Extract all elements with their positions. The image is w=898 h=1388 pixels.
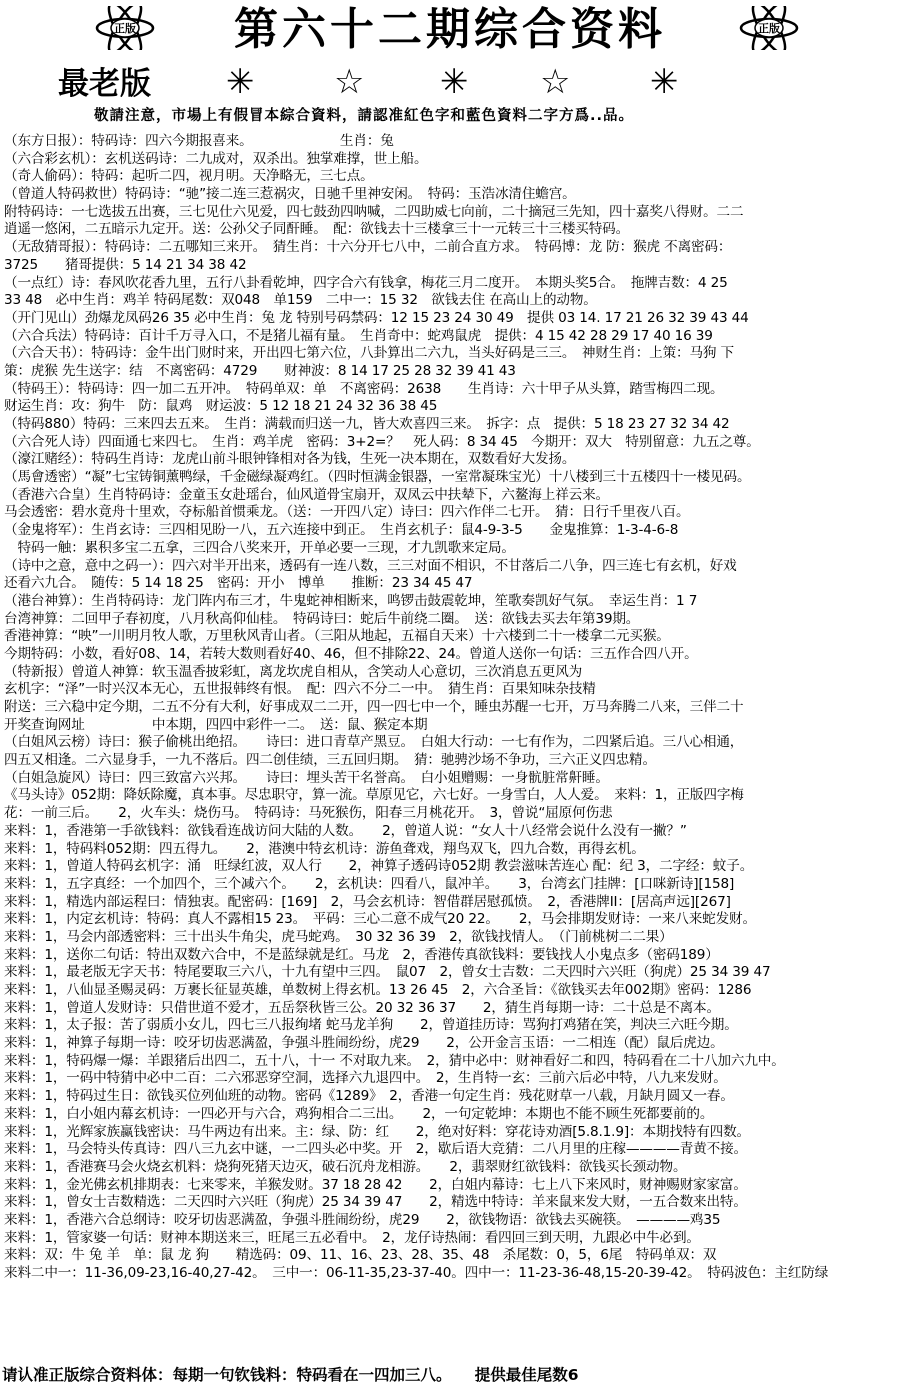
text-line: 来料：1，马会特头传真诗：四八三九玄中谜，一二四头必中奖。开 2，歇后语大竞猜：二八月里的庄稼————青黄不接。 [4,1141,747,1158]
page-title: 第六十二期综合资料 [234,4,666,55]
text-line: 玄机字：“泽”一时兴汉本无心，五世报韩终有恨。 配：四六不分二一中。 猜生肖：百果知味杂技精 [4,681,596,698]
text-line: 来料：1，马会内部透密料：三十出头牛角尖，虎马蛇鸡。 30 32 36 39 2，欲钱找情人。 （门前桃树二二果） [4,928,673,945]
text-line: （开门见山）劲爆龙凤码26 35 必中生肖：兔 龙 特别号码禁码：12 15 23 24 30 49 提供 03 14. 17 21 26 32 39 43 44 [4,309,749,326]
text-line: （白姐风云榜）诗曰：猴子偷桃出绝招。 诗曰：进口青草产黑豆。 白姐大行动：一七有作为，二四紧后追。三八心相通， [4,734,744,751]
text-line: （六合彩玄机）：玄机送码诗：二九成对，双杀出。独掌难撑，世上船。 [4,150,428,167]
asterisk-icon: ✳ [650,62,679,102]
text-line: （奇人偷码）：特码：起听二四，视月明。天净略无，三七点。 [4,168,374,185]
text-line: 财运生肖：攻：狗牛 防：鼠鸡 财运波：5 12 18 21 24 32 36 38 45 [4,398,438,415]
text-line: （诗中之意，意中之码一）：四六对半开出来，透码有一连八数，三三对面不相识，不甘落后二八争，四三连七有玄机，好戏 [4,557,737,574]
text-line: （白姐急旋风）诗曰：四三致富六兴邦。 诗曰：埋头苦干名誉高。 白小姐赠赐：一身骯脏常鼾睡。 [4,769,609,786]
text-line: 来料：1，光辉家族赢钱密诀：马牛两边有出来。主：绿、防：红 2，绝对好料：穿花诗劝酒[5.8.1.9]：本期找特有四数。 [4,1123,750,1140]
text-line: 开奖查询网址 中本期，四四中彩件一二。 送：鼠、猴定本期 [4,716,428,733]
text-line: 33 48 必中生肖：鸡羊 特码尾数：双048 单159 二中一：15 32 欲钱去住 在高山上的动物。 [4,292,597,309]
text-line: 来料：1，曾女士吉数精选：二天四时六兴旺（狗虎）25 34 39 47 2，精选中特诗：羊来鼠来发大财，一五合数来出特。 [4,1194,747,1211]
text-line: （特码880）特码：三来四去五来。 生肖：满载而归送一九，皆大欢喜四三来。 拆字：点 提供：5 18 23 27 32 34 42 [4,416,730,432]
text-line: 来料：1，特码料052期：四五得九。 2，港澳中特玄机诗：游鱼聋戏，翔鸟双飞，四九合数，再得玄机。 [4,840,645,857]
text-line: （东方日报）：特码诗：四六今期报喜来。 生肖：兔 [4,133,394,149]
text-line: 花：一前三后。 2，火车头：烧伤马。 特码诗：马死猴伤，阳春三月桃花开。 3，曾说“屈原何伤悲 [4,805,613,822]
text-line: 来料：1，香港第一手欲钱料：欲钱看连战访问大陆的人数。 2，曾道人说：“女人十八经常会说什么没有一撇？” [4,822,687,839]
footer-banner: 请认准正版综合资料体：每期一句钦钱料：特码看在一四加三八。 提供最佳尾数6 [2,1366,579,1384]
logo-left-text: 正版 [114,22,136,35]
text-line: 来料：1，最老版无字天书：特尾要取三六八，十九有望中三四。 鼠07 2，曾女士吉数：二天四时六兴旺（狗虎）25 34 39 47 [4,964,771,981]
text-line: 来料：1，太子报：苦了弱质小女儿，四七三八报绚堵 蛇马龙羊狗 2，曾道挂历诗：骂狗打鸡猪在笑，判决三六旺今期。 [4,1017,738,1034]
text-line: 来料：1，曾道人特码玄机字：涌 旺绿红波，双人行 2，神算子透码诗052期 教尝滋味苦连心 配：纪 3，二字经：蚊子。 [4,858,754,875]
text-line: 来料：1，特码过生日：欲钱买位列仙班的动物。密码《1289》 2，香港一句定生肖：残花财草一八载，月缺月圆又一春。 [4,1088,734,1105]
text-line: 来料：1，香港六合总纲诗：咬牙切齿恶满盈，争强斗胜闹纷纷，虎29 2，欲钱物语：欲钱去买碗筷。 ————鸡35 [4,1211,721,1228]
text-line: 四五又相逢。二六显身手，一九不落后。四二创佳绩，三五回归期。 猜：驰骋沙场不争功，三六正义四忠精。 [4,752,656,769]
star-outline-icon: ☆ [334,62,365,102]
text-line: 来料：1，送你二句话：特出双数六合中，不是蓝绿就是红。马龙 2，香港传真欲钱料：要钱找人小鬼点多（密码189） [4,946,719,963]
text-line: 来料二中一：11-36,09-23,16-40,27-42。 三中一：06-11-35,23-37-40。四中一：11-23-36-48,15-20-39-42。 特码波色：主红防绿 [4,1265,829,1281]
text-line: 《马头诗》052期：降妖除魔，真本事。尽忠职守，算一流。草原见它，六七好。一身雪白，人人爱。 来料：1，正版四字梅 [4,787,744,804]
text-line: （一点红）诗：春风吹花香九里，五行八卦看乾坤，四字合六有钱拿，梅花三月二度开。 本期头奖5合。 拖牌吉数：4 25 [4,274,728,291]
text-line: 来料：1，金光佛玄机排期表：七来零来，羊猴发财。37 18 28 42 2，白姐内幕诗：七上八下来风时，财神赐财家家富。 [4,1176,747,1193]
text-line: 马会透密：碧水竟舟十里欢，夺标船首惯乘龙。（送：一开四八定）诗曰：四六作伴二七开。 猜：日行千里夜八百。 [4,504,690,521]
text-line: 来料：1，管家婆一句话：财神本期送来三，旺尾三五必看中。 2，龙仔诗热闹：看四回三到天明，九跟必中牛必到。 [4,1229,700,1246]
text-line: 来料：1，香港赛马会火烧玄机料：烧狗死猪天边灭，破石沉舟龙相游。 2，翡翠财红欲钱料：欲钱买长颈动物。 [4,1158,687,1175]
logo-right-text: 正版 [758,22,780,35]
text-line: （金鬼将军）：生肖玄诗：三四相见盼一八，五六连接中到正。 生肖玄机子：鼠4-9-3-5 金鬼推算：1-3-4-6-8 [4,522,679,539]
text-line: 来料：1，八仙显圣赐灵码：万裹长征显英雄，单数树上得玄机。13 26 45 2，六合圣旨：《欲钱买去年002期》密码：1286 [4,982,752,998]
edition-label: 最老版 [58,66,151,102]
text-line: （六合兵法）特码诗：百计千万寻入口，不是猪儿福有量。 生肖奇中：蛇鸡鼠虎 提供：4 15 42 28 29 17 40 16 39 [4,327,713,344]
text-line: （濠江赌经）：特码生肖诗：龙虎山前斗眼钟锋相对各为钱，生死一决本期在，双数看好大发扬。 [4,451,576,468]
text-line: 来料：1，一码中特猜中必中二百：二六邪恶穿空洞，选择六九退四中。 2，生肖特一玄：三前六后必中特，八九来发财。 [4,1070,727,1087]
content-body [4,133,896,1283]
text-line: （特新报）曾道人神算：软玉温香披彩虹，离龙坎虎自相从，含笑动人心意切，三次消息五更风为 [4,663,583,680]
text-line: 3725 猪哥提供：5 14 21 34 38 42 [4,256,247,273]
asterisk-icon: ✳ [226,62,255,102]
text-line: （六合死人诗）四面通七来四七。 生肖：鸡羊虎 密码：3+2=？ 死人码：8 34 45 今期开：双大 特别留意：九五之尊。 [4,433,760,450]
text-line: （特码王）：特码诗：四一加二五开冲。 特码单双：单 不离密码：2638 生肖诗：六十甲子从头算，踏雪梅四二现。 [4,380,724,397]
text-line: 策：虎猴 先生送字：结 不离密码：4729 财神波：8 14 17 25 28 32 39 41 43 [4,362,516,379]
text-line: 来料：1，精选内部运程曰：情独衷。配密码：[169] 2，马会玄机诗：智借群居慰孤愤。 2，香港牌II：[居高声远][267] [4,893,731,910]
text-line: 附特码诗：一七选拔五出赛，三七见仕六见爱，四七鼓劲四呐喊，二四助威七向前，二十摘冠三先知，四十嘉奖八得财。二二 [4,203,744,220]
text-line: （馬會透密）“凝”七宝铸铜薰鸭绿，千金磁绿凝鸡红。（四时恒满金银器，一室常凝珠宝光）十八楼到三十五楼四十一楼见码。 [4,469,751,486]
text-line: 还看六九合。 随传：5 14 18 25 密码：开小 博单 推断：23 34 45 47 [4,575,473,592]
text-line: 来料：1，五字真经：一个加四个，三个减六个。 2，玄机诀：四看八，鼠冲羊。 3，台湾玄门挂牌：[口咪新诗][158] [4,875,735,892]
text-line: 来料：双：牛 兔 羊 单：鼠 龙 狗 精选码：09、11、16、23、28、35、48 杀尾数：0，5，6尾 特码单双：双 [4,1247,717,1264]
text-line: （无敌猜哥报）：特码诗：二五哪知三来开。 猜生肖：十六分开七八中，二前合直方求。 特码博：龙 防：猴虎 不离密码： [4,239,732,256]
text-line: 来料：1，内定玄机诗：特码：真人不露相15 23。 平码：三心二意不成气20 22。 2，马会排期发财诗：一来八来蛇发财。 [4,911,756,928]
atom-logo-icon [94,6,156,50]
text-line: （曾道人特码救世）特码诗：“驰”接二连三惹祸灾，日驰千里神安闲。 特码：玉浩冰清住蟾宫。 [4,186,576,203]
text-line: （香港六合皇）生肖特码诗：金童玉女赴瑶台，仙风道骨宝扇开，双凤云中扶辇下，六鳌海上祥云来。 [4,486,609,503]
text-line: 来料：1，神算子每期一诗：咬牙切齿恶满盈，争强斗胜闹纷纷，虎29 2，公开金言玉语：一二相连（配）鼠后虎边。 [4,1035,724,1052]
text-line: 逍遥一悠闲，二五暗示九定开。送：公孙父子同酐睡。 配：欲钱去十三楼拿三十一元转三十三楼买特码。 [4,221,630,238]
text-line: 附送：三六稳中定今期，二五不分有大利，好事成双二二开，四一四七中一个，睡虫苏醒一七开，万马奔腾二八来，三伴二十 [4,699,744,715]
text-line: 香港神算：“映”一川明月牧人歌，万里秋风青山者。（三阳从地起，五福自天来）十六楼到二十一楼拿二元买猴。 [4,628,670,645]
asterisk-icon: ✳ [440,62,469,102]
text-line: 来料：1，曾道人发财诗：只借世道不爱才，五岳祭秋皆三公。20 32 36 37 2，猜生肖每期一诗：二十总是不离本。 [4,999,720,1016]
authenticity-notice: 敬請注意，市場上有假冒本綜合資料，請認准紅色字和藍色資料二字方爲..品。 [94,108,635,124]
star-outline-icon: ☆ [540,62,571,102]
text-line: 台湾神算：二回甲子春初度，八月秋高仰仙桂。 特码诗曰：蛇后牛前绕二圈。 送：欲钱去买去年第39期。 [4,610,640,627]
text-line: 来料：1，特码爆一爆：羊跟猪后出四二，五十八，十一 不对取九来。 2，猜中必中：财神看好二和四，特码看在二十八加六九中。 [4,1052,785,1069]
atom-logo-icon [738,6,800,50]
text-line: 特码一触：累积多宝二五拿，三四合八奖来开，开单必要一三现，才九凯歌来定局。 [4,539,515,556]
text-line: （港台神算）：生肖特码诗：龙门阵内布三才，牛鬼蛇神相断来，鸣锣击鼓震乾坤，笙歌奏凯好气氛。 幸运生肖：1 7 [4,592,698,609]
text-line: 今期特码：小数，看好08、14，若转大数则看好40、46，但不排除22、24。曾道人送你一句话：三五作合四八开。 [4,645,698,662]
text-line: （六合天书）：特码诗：金牛出门财时来，开出四七第六位，八卦算出二六九，当头好码是三三。 神财生肖：上策：马狗 下 [4,345,734,362]
text-line: 来料：1，白小姐内幕玄机诗：一四必开与六合，鸡狗相合二三出。 2，一句定乾坤：本期也不能不顾生死都要前的。 [4,1105,714,1122]
